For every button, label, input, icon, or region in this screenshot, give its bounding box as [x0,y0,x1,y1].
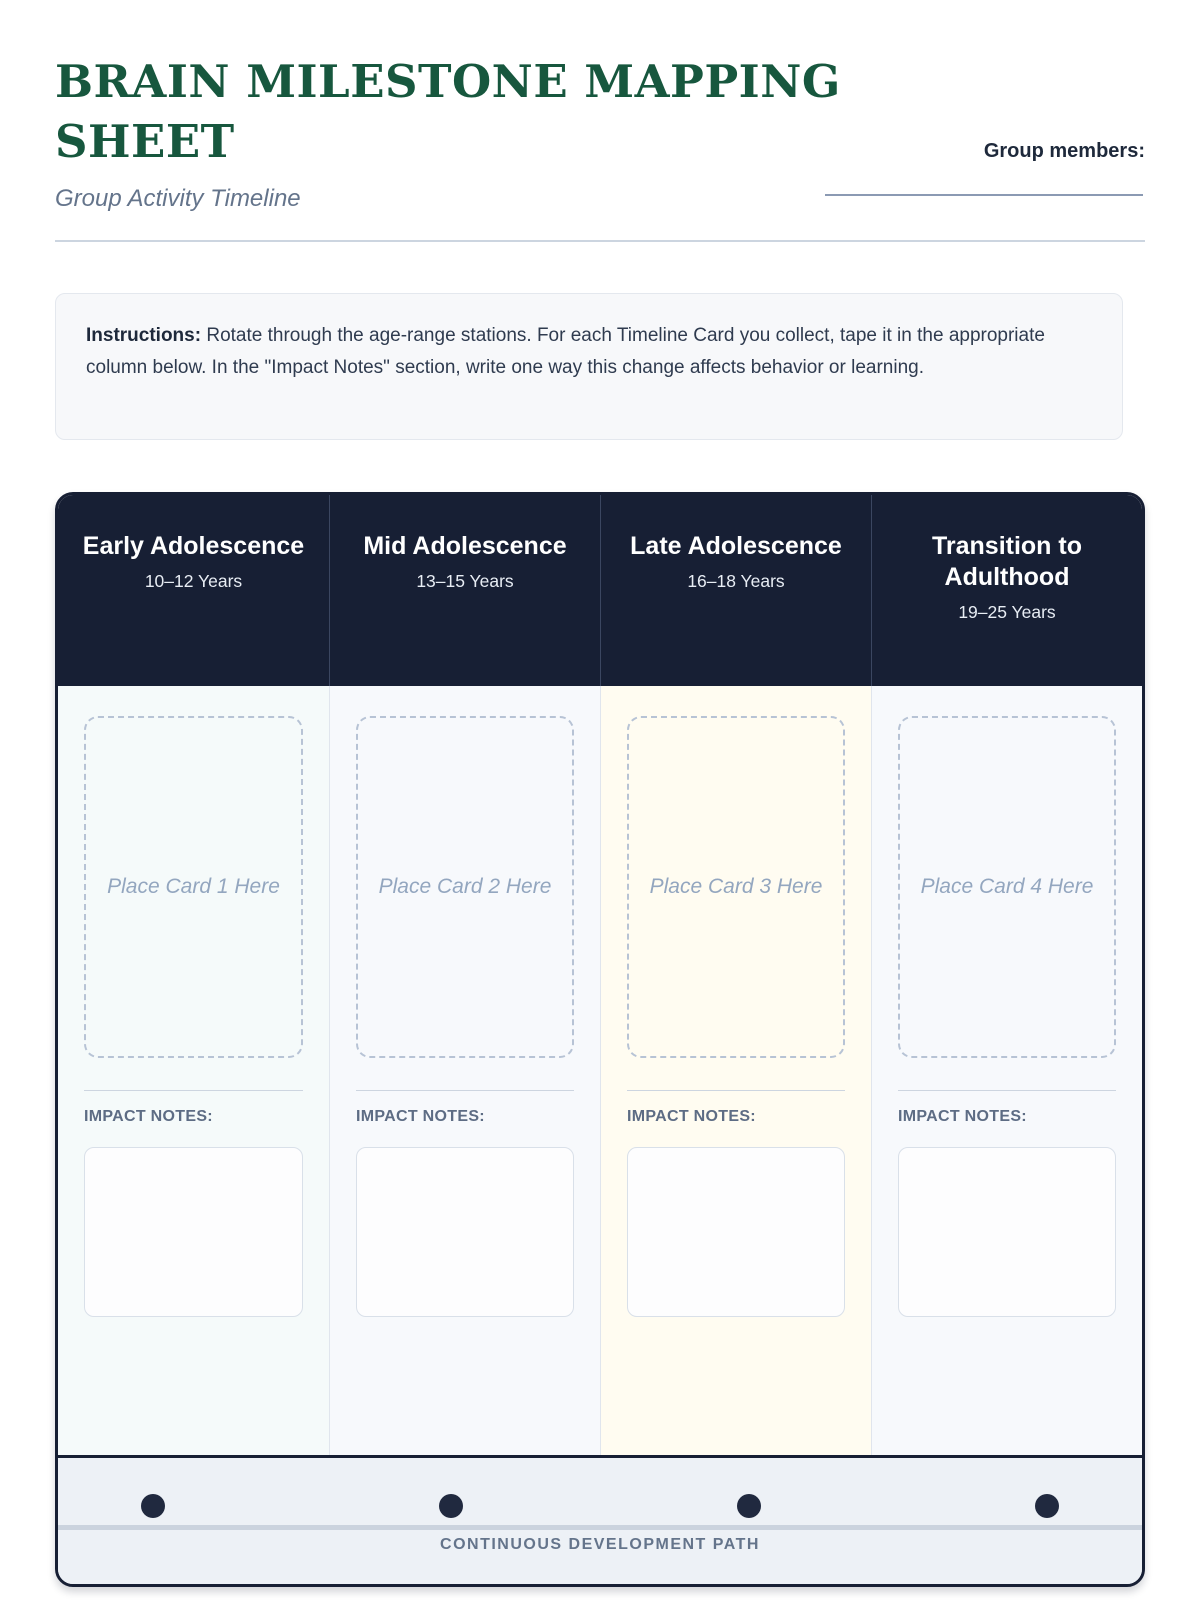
group-members-input-line[interactable] [825,194,1143,196]
impact-notes-label: IMPACT NOTES: [898,1108,1027,1125]
card-placeholder-text: Place Card 3 Here [649,875,823,898]
impact-notes-box-3[interactable] [627,1147,845,1317]
board-header-row [58,495,1142,686]
board-footer [58,1455,1142,1584]
card-drop-zone-4[interactable] [898,716,1116,1058]
column-age-range: 10–12 Years [144,571,243,591]
instructions-label: Instructions: [86,325,202,346]
column-age-range: 13–15 Years [416,571,514,591]
group-members [825,140,1145,196]
footer-label: CONTINUOUS DEVELOPMENT PATH [440,1536,760,1553]
timeline-dots [58,1494,1142,1518]
page-subtitle: Group Activity Timeline [55,185,301,212]
column-header-transition-to-adulthood [871,495,1142,686]
timeline-dot [737,1494,761,1518]
milestone-board [55,492,1145,1587]
column-late-adolescence [600,686,871,1455]
impact-notes-divider [898,1090,1116,1091]
impact-notes-label: IMPACT NOTES: [84,1108,213,1125]
title-line-1: BRAIN MILESTONE MAPPING [55,55,841,108]
column-age-range: 19–25 Years [958,602,1056,622]
column-title: Mid Adolescence [363,532,567,560]
header-separator [55,240,1145,242]
impact-notes-box-2[interactable] [356,1147,574,1317]
instructions-box [55,293,1123,440]
card-drop-zone-1[interactable] [84,716,303,1058]
impact-notes-box-4[interactable] [898,1147,1116,1317]
page-header [55,52,1145,213]
impact-notes-divider [356,1090,574,1091]
impact-notes-label: IMPACT NOTES: [356,1108,485,1125]
column-header-early-adolescence [58,495,329,686]
group-members-label: Group members: [983,140,1145,162]
title-line-2: SHEET [55,115,235,168]
column-early-adolescence [58,686,329,1455]
card-drop-zone-3[interactable] [627,716,845,1058]
instructions-text [86,320,1092,384]
column-title: Late Adolescence [630,532,842,560]
column-title: Transition to Adulthood [932,532,1082,591]
timeline-dot [141,1494,165,1518]
column-title: Early Adolescence [82,532,305,560]
impact-notes-label: IMPACT NOTES: [627,1108,756,1125]
card-placeholder-text: Place Card 4 Here [920,875,1094,898]
column-mid-adolescence [329,686,600,1455]
column-header-late-adolescence [600,495,871,686]
board-body-row [58,686,1142,1455]
impact-notes-divider [627,1090,845,1091]
card-placeholder-text: Place Card 2 Here [378,875,552,898]
instructions-body: Rotate through the age-range stations. For each Timeline Card you collect, tape it in the appropriate column below. In the "Impact Notes" section, write one way this change affects behavior or learning. [86,325,1045,378]
column-transition-to-adulthood [871,686,1142,1455]
column-age-range: 16–18 Years [687,571,785,591]
timeline-line [58,1525,1142,1530]
timeline-dot [1035,1494,1059,1518]
card-drop-zone-2[interactable] [356,716,574,1058]
card-placeholder-text: Place Card 1 Here [107,875,280,898]
page-title [55,52,855,172]
timeline-dot [439,1494,463,1518]
impact-notes-box-1[interactable] [84,1147,303,1317]
column-header-mid-adolescence [329,495,600,686]
impact-notes-divider [84,1090,303,1091]
